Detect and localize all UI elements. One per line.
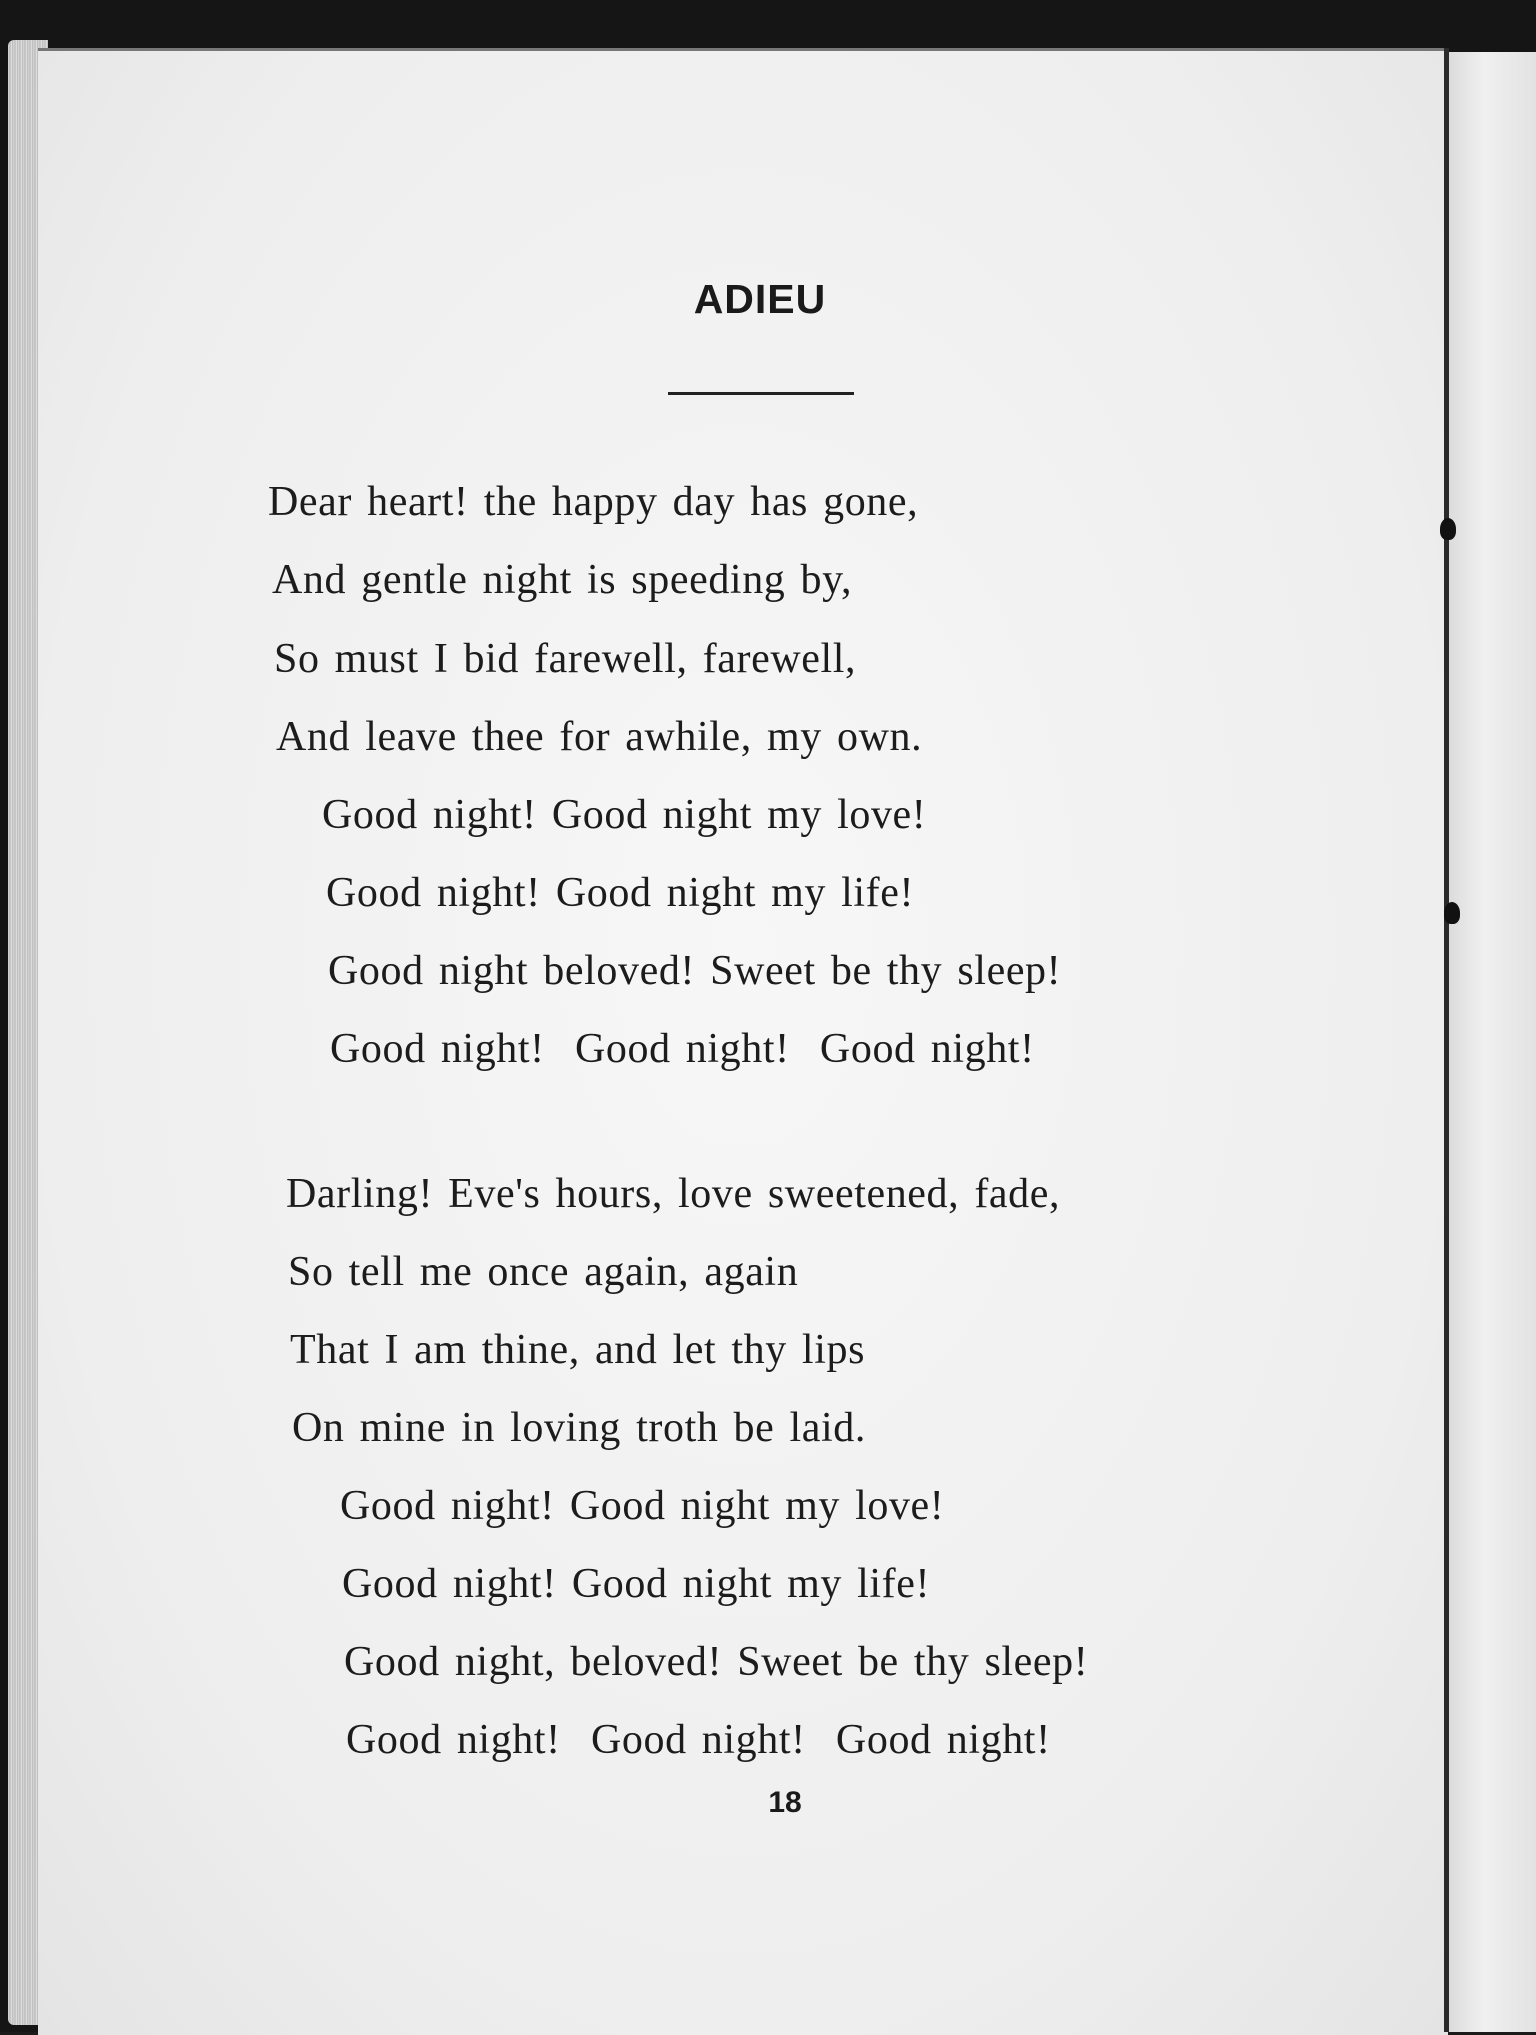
binding-thread-mark xyxy=(1444,902,1460,924)
stanza1-line: So must I bid farewell, farewell, xyxy=(274,636,857,682)
stanza1-line: And leave thee for awhile, my own. xyxy=(276,714,923,760)
stanza1-refrain-line: Good night! Good night my love! xyxy=(322,792,927,838)
stanza2-line: That I am thine, and let thy lips xyxy=(290,1327,866,1373)
title-rule xyxy=(668,392,854,395)
stanza1-line: And gentle night is speeding by, xyxy=(272,557,853,603)
poem-title: ADIEU xyxy=(693,276,827,322)
stanza1-refrain-line: Good night! Good night! Good night! xyxy=(330,1026,1035,1072)
stanza1-refrain-line: Good night! Good night my life! xyxy=(326,870,915,916)
stanza2-line: So tell me once again, again xyxy=(288,1249,799,1295)
stanza1-line: Dear heart! the happy day has gone, xyxy=(268,479,919,525)
page-number: 18 xyxy=(768,1786,802,1819)
stanza2-refrain-line: Good night! Good night my life! xyxy=(342,1561,931,1607)
stanza2-refrain-line: Good night! Good night! Good night! xyxy=(346,1717,1051,1763)
facing-page-edge xyxy=(1449,52,1536,2032)
stanza2-refrain-line: Good night! Good night my love! xyxy=(340,1483,945,1529)
binding-thread-mark xyxy=(1440,518,1456,540)
stanza2-refrain-line: Good night, beloved! Sweet be thy sleep! xyxy=(344,1639,1089,1685)
stanza2-line: On mine in loving troth be laid. xyxy=(292,1405,866,1451)
stanza1-refrain-line: Good night beloved! Sweet be thy sleep! xyxy=(328,948,1062,994)
stanza2-line: Darling! Eve's hours, love sweetened, fade, xyxy=(286,1171,1061,1217)
